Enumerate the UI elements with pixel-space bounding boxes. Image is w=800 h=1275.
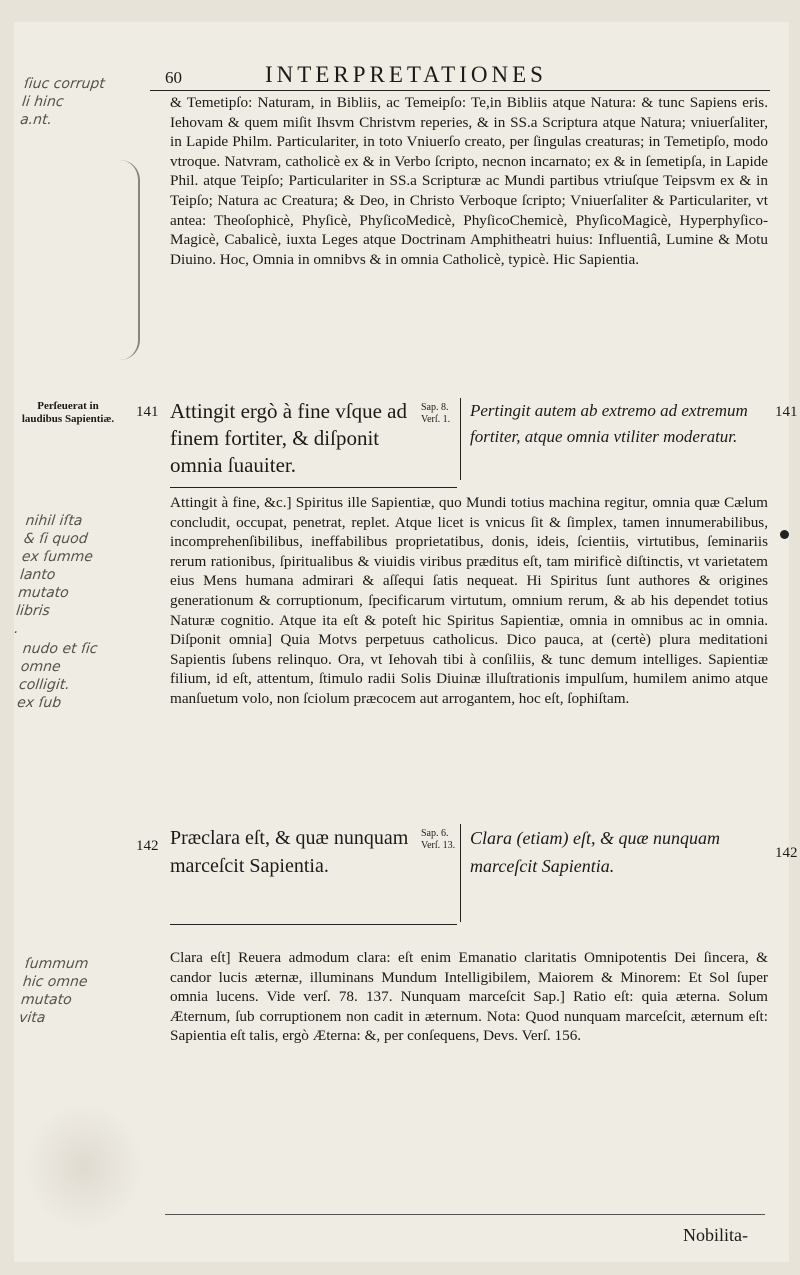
verse-underline: [170, 487, 457, 488]
page-header: [165, 62, 765, 90]
marginal-note: Perſeuerat in laudibus Sapientiæ.: [21, 400, 115, 425]
handwritten-bracket: [118, 160, 140, 360]
verse-number-right: 141: [775, 404, 798, 420]
verse-number-left: 141: [136, 404, 159, 420]
commentary-paragraph-1: & Temetipſo: Naturam, in Bibliis, ac Temeipſo: Te,in Bibliis atque Natura: & tunc Sapiens eris. Iehovam & quem miſit Ihsvm Christvm reperies, & in SS.a Scriptura atque Natura; vniuerſaliter, in Lapide Philm. Particulariter, in toto Vniuerſo creato, per ſingulas creaturas; in Temetipſo, modo vtroque. Natvram, catholicè ex & in Verbo ſcripto, necnon incarnato; ex & in ſemetipſa, in Lapide Phil. atque Teipſo; Particulariter in SS.a Scripturæ ac Mundi partibus vtriuſque Teipsvm ex & in Teipſo; Natura ac Creatura; & Deo, in Christo Verboque ſcripto; Vniuerſaliter & Particulariter, vt antea: Theoſophicè, Phyſicè, PhyſicoMedicè, PhyſicoChemicè, PhyſicoMagicè, Hyperphyſico-Magicè, Cabalicè, iuxta Leges atque Doctrinam Amphitheatri huius: Influentiâ, Lumine & Motu Diuino. Hoc, Omnia in omnibvs & in omnia Catholicè, typicè. Hic Sapientia.: [170, 94, 768, 268]
verse-underline: [170, 924, 457, 925]
column-divider: [460, 398, 461, 480]
ink-dot: [780, 530, 789, 539]
running-title: INTERPRETATIONES: [265, 62, 547, 87]
column-divider: [460, 824, 461, 922]
verse-translation: Pertingit autem ab extremo ad extremum fortiter, atque omnia vtiliter moderatur.: [470, 401, 748, 446]
verse-latin-text: Præclara eſt, & quæ nunquam marceſcit Sapientia.: [170, 827, 409, 877]
page-number: 60: [165, 68, 182, 87]
handwritten-annotation: nudo et ſic omne colligit. ex ſub: [16, 641, 99, 711]
handwritten-annotation: ſummum hic omne mutato vita: [18, 956, 90, 1026]
verse-latin-text: Attingit ergò à fine vſque ad finem fortiter, & diſponit omnia ſuauiter.: [170, 399, 407, 477]
commentary-paragraph-3: Clara eſt] Reuera admodum clara: eſt enim Emanatio claritatis Omnipotentis Dei ſincera, & candor lucis æternæ, illuminans Mundum Intelligibilem, Maiorem & Minorem: Et Sol ſuper omnia lucens. Vide verſ. 78. 137. Nunquam marceſcit Sap.] Ratio eſt: quia æterna. Solum Æternum, ſub corruptionem non cadit in æternum. Nota: Quod nunquam marceſcit, æternum eſt: Sapientia eſt talis, ergò Æterna: &, per conſequens, Devs. Verſ. 156.: [170, 949, 768, 1045]
verse-number-left: 142: [136, 838, 159, 854]
header-rule: [150, 90, 770, 91]
verse-translation: Clara (etiam) eſt, & quæ nunquam marceſcit Sapientia.: [470, 828, 720, 876]
commentary-paragraph-2: Attingit à fine, &c.] Spiritus ille Sapientiæ, quo Mundi totius machina regitur, omnia quæ Cælum concludit, occupat, penetrat, replet. Atque licet is vnicus ſit & ſimplex, tamen innumerabilibus, incomprehenſibilibus, ineffabilibus proprietatibus, donis, ideis, ſcientiis, virtutibus, ſeminariis rerum rationibus, ſpiritualibus & viuidis viribus præditus eſt, tam mirificè diſtinctis, vt varietatem eius Mens humana admirari & aſſequi ſatis nequeat. Hi Spiritus ſunt authores & origines generationum & corruptionum, ſpecificarum virtutum, omnium rerum, & ab his dependet totius Naturæ cognitio. Atque ita eſt & poteſt hic Spiritus Sapientiæ, omnia in omnibus ac in omnia. Diſponit omnia] Quia Motvs perpetuus catholicus. Dico pauca, at (certè) plura meditationi Sapientis ſubens relinquo. Ora, vt Iehovah tibi à conſiliis, & tunc demum intelliges. Sapientiæ filium, id eſt, attentum, ſtimulo radii Solis Diuinæ illuſtrationis impulſum, humilem animo atque manſuetum volo, non ſciolum præcocem aut arrogantem, hoc eſt, ſophiſtam.: [170, 494, 768, 707]
verse-number-right: 142: [775, 845, 798, 861]
verse-reference: Sap. 6. Verſ. 13.: [421, 828, 456, 851]
verse-reference: Sap. 8. Verſ. 1.: [421, 402, 451, 425]
catchword: Nobilita-: [683, 1225, 748, 1245]
footer-rule: [165, 1214, 765, 1215]
paper-stain: [24, 1102, 144, 1232]
handwritten-annotation: nihil iſta & ſi quod ex ſumme lanto mutato libris .: [13, 513, 94, 637]
verse-block-141: [170, 398, 768, 494]
verse-block-142: [170, 824, 768, 934]
handwritten-annotation: ſiuc corrupt li hinc a.nt.: [19, 76, 106, 128]
